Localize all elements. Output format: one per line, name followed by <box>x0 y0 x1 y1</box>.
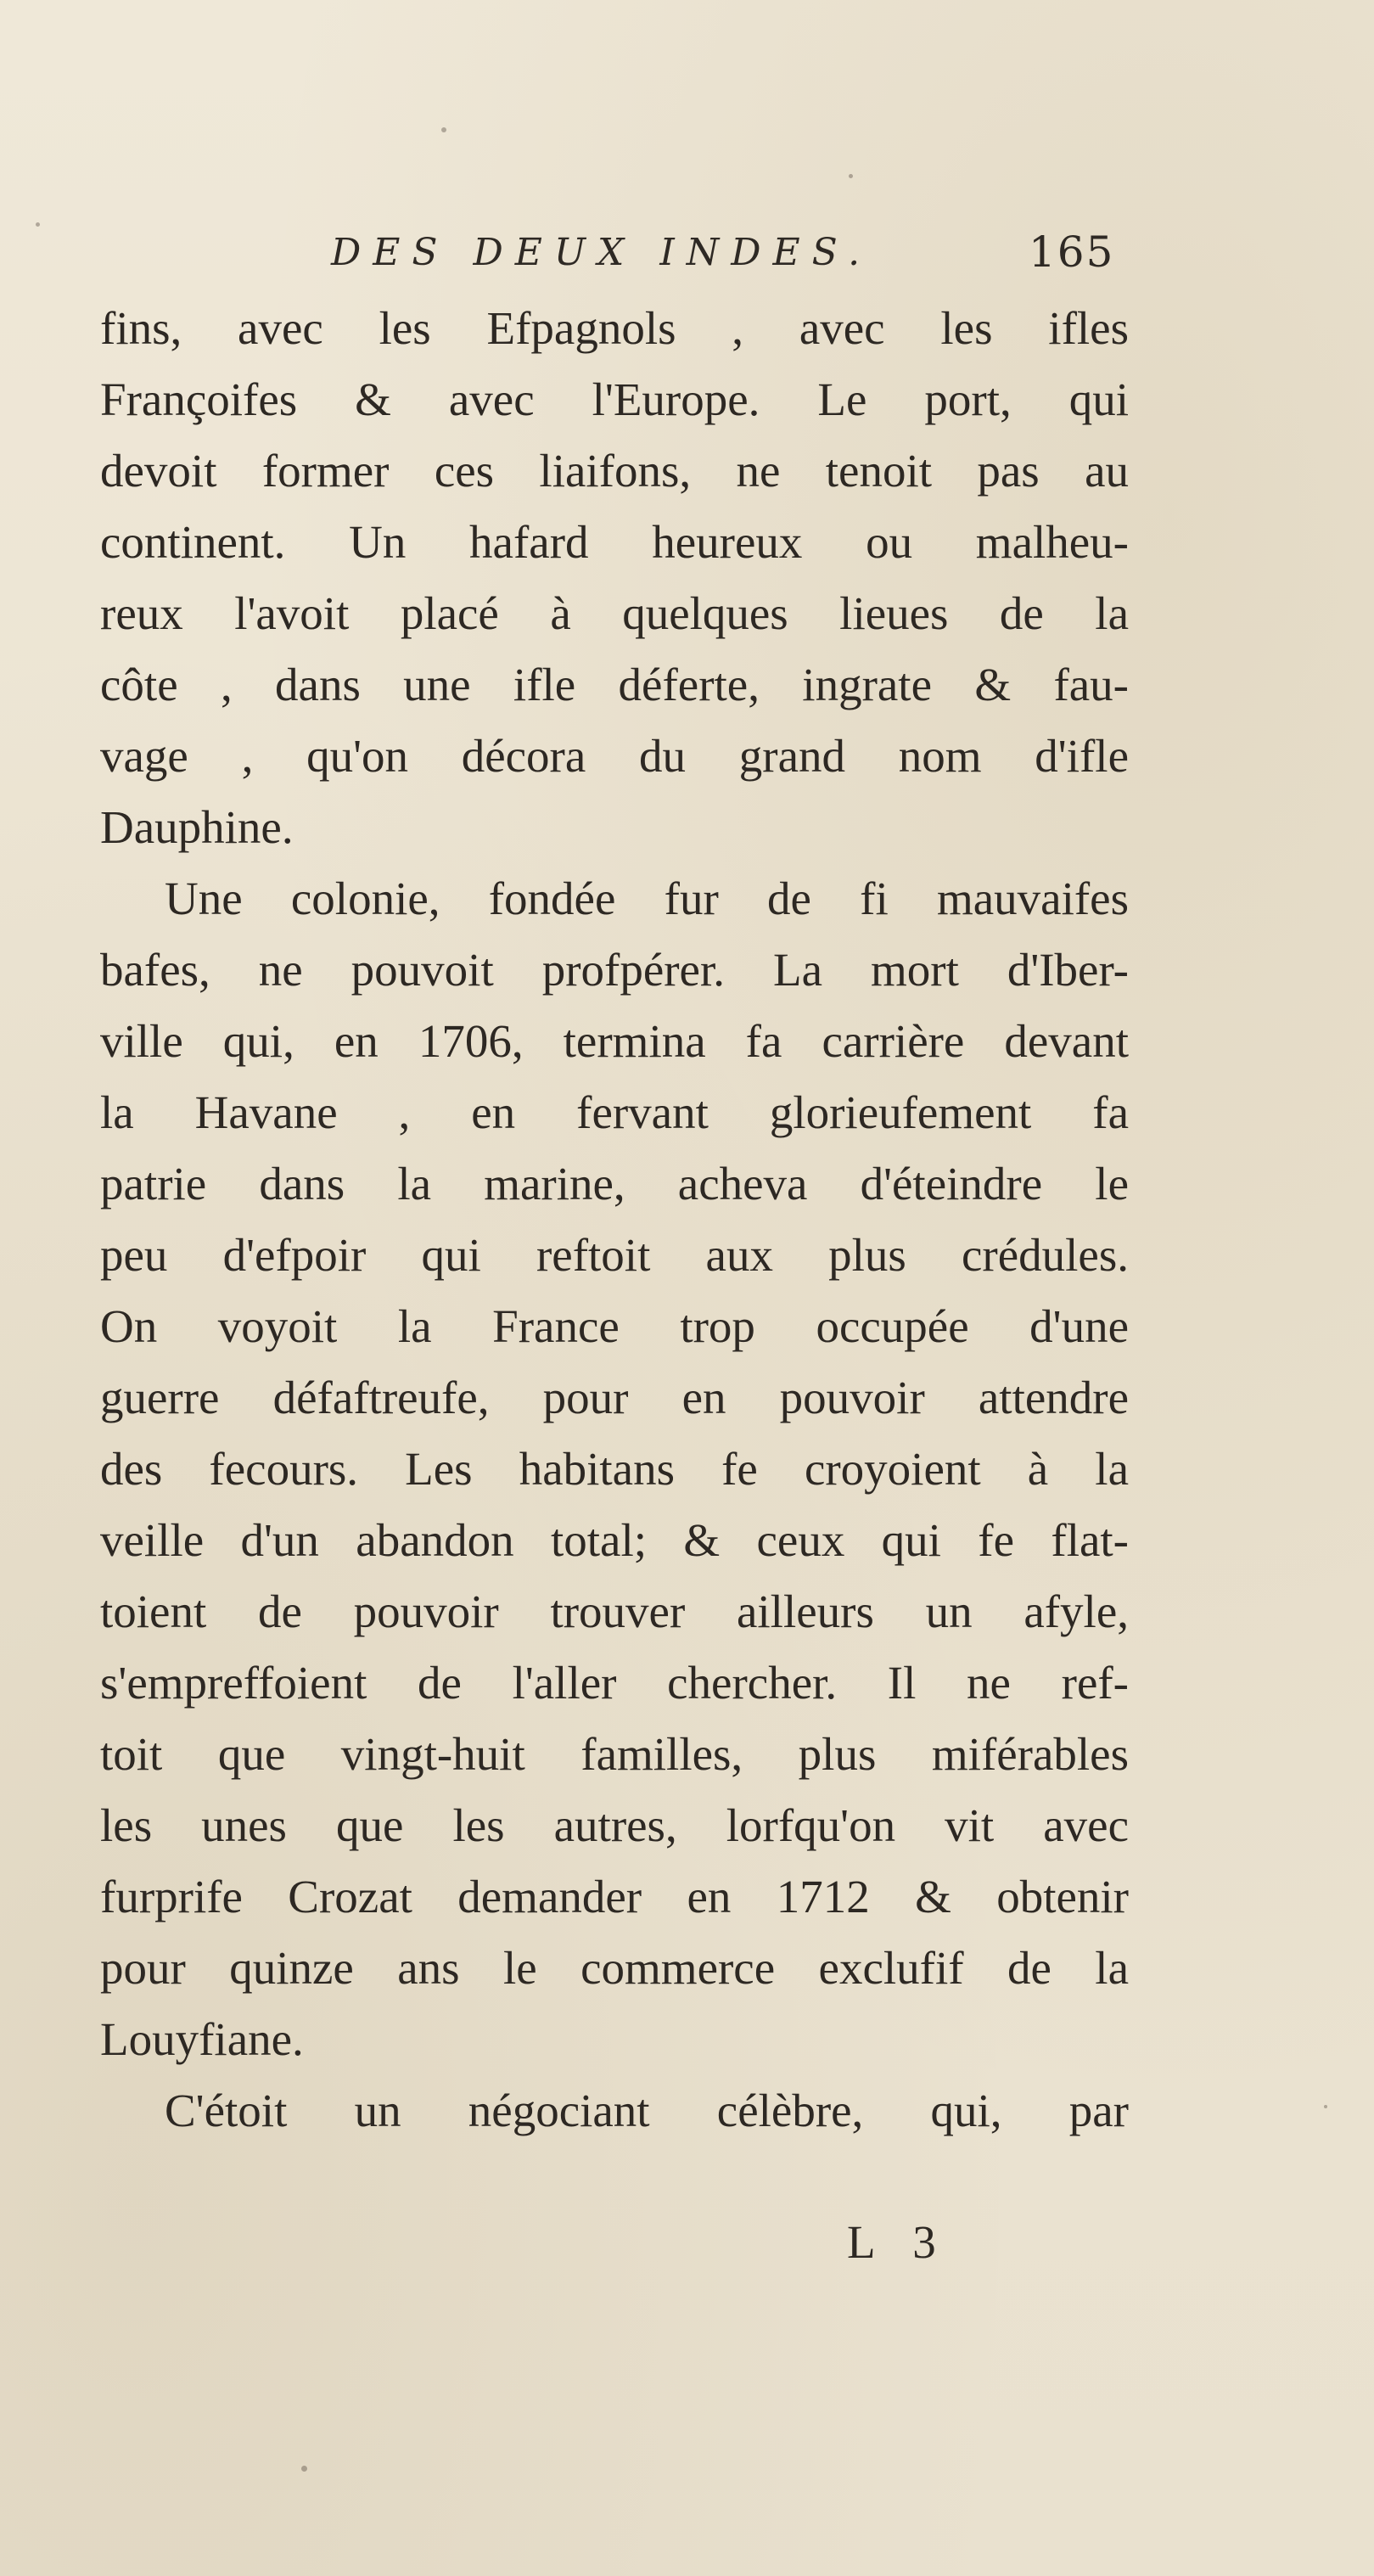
text-line: toit que vingt-huit familles, plus miférables <box>100 1728 1129 1780</box>
text-line: s'empreffoient de l'aller chercher. Il ne ref- <box>100 1657 1129 1709</box>
page-number: 165 <box>1029 227 1115 277</box>
text-line: On voyoit la France trop occupée d'une <box>100 1300 1129 1352</box>
text-line: vage , qu'on décora du grand nom d'ifle <box>100 730 1129 782</box>
text-line: bafes, ne pouvoit profpérer. La mort d'Iber- <box>100 944 1129 996</box>
text-line: patrie dans la marine, acheva d'éteindre le <box>100 1158 1129 1209</box>
text-line: la Havane , en fervant glorieufement fa <box>100 1086 1129 1138</box>
text-line: furprife Crozat demander en 1712 & obtenir <box>100 1871 1129 1922</box>
text-line: fins, avec les Efpagnols , avec les ifles <box>100 302 1129 354</box>
signature-mark: L 3 <box>847 2216 950 2268</box>
text-line: reux l'avoit placé à quelques lieues de la <box>100 587 1129 639</box>
text-line: peu d'efpoir qui reftoit aux plus crédules. <box>100 1229 1129 1281</box>
text-line: veille d'un abandon total; & ceux qui fe flat- <box>100 1514 1129 1566</box>
text-line: Dauphine. <box>100 801 294 853</box>
paragraph-start-line: C'étoit un négociant célèbre, qui, par <box>165 2085 1129 2136</box>
text-line: côte , dans une ifle déferte, ingrate & fau- <box>100 659 1129 710</box>
text-line: devoit former ces liaifons, ne tenoit pas au <box>100 445 1129 497</box>
paper-speck <box>441 127 446 132</box>
paper-speck <box>849 174 853 178</box>
paper-speck <box>1324 2105 1327 2108</box>
text-line: continent. Un hafard heureux ou malheu- <box>100 516 1129 568</box>
body-text <box>100 293 1129 2147</box>
text-line: Françoifes & avec l'Europe. Le port, qui <box>100 373 1129 425</box>
running-title: DES DEUX INDES. <box>331 231 872 274</box>
paper-speck <box>301 2466 307 2472</box>
text-line: les unes que les autres, lorfqu'on vit avec <box>100 1799 1129 1851</box>
paper-speck <box>36 222 40 227</box>
text-line: Louyfiane. <box>100 2013 304 2065</box>
text-line: guerre défaftreufe, pour en pouvoir attendre <box>100 1372 1129 1423</box>
text-line: ville qui, en 1706, termina fa carrière devant <box>100 1015 1129 1067</box>
text-line: toient de pouvoir trouver ailleurs un afyle, <box>100 1585 1129 1637</box>
text-line: pour quinze ans le commerce exclufif de la <box>100 1942 1129 1994</box>
paragraph-start-line: Une colonie, fondée fur de fi mauvaifes <box>165 873 1129 924</box>
text-line: des fecours. Les habitans fe croyoient à la <box>100 1443 1129 1495</box>
